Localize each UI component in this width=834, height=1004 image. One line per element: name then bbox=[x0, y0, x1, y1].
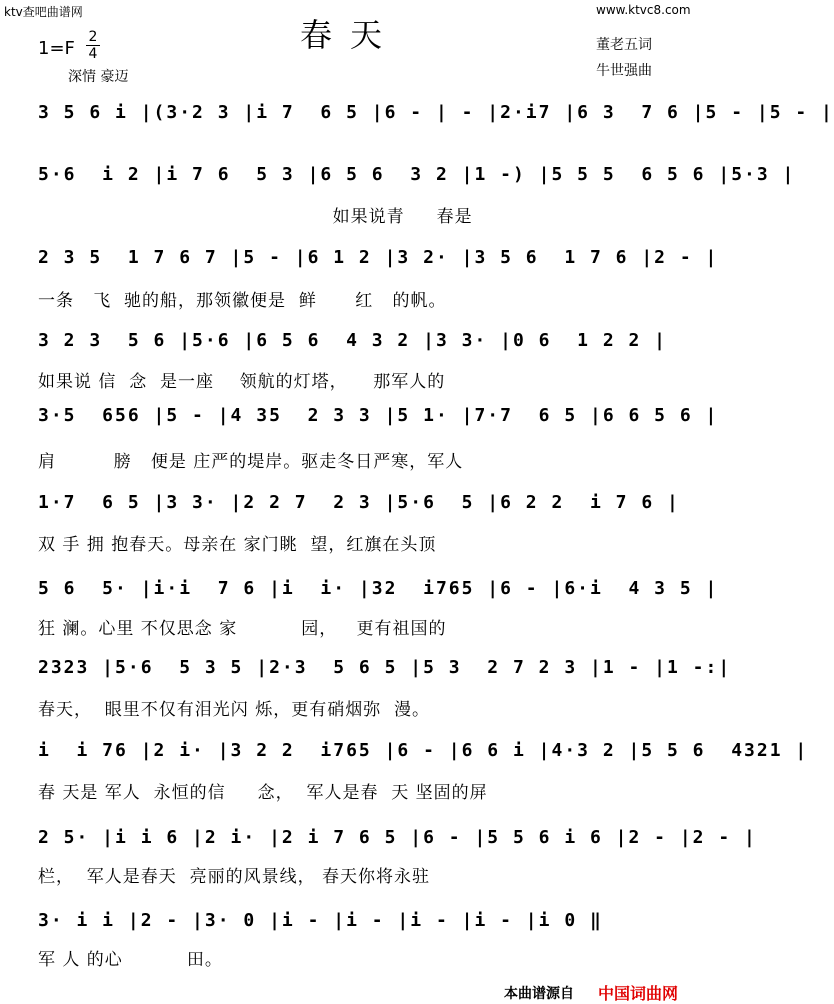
tempo-marking: 深情 豪迈 bbox=[68, 69, 129, 85]
notation-line-6: 1·7 6 5 |3 3· |2 2 7 2 3 |5·6 5 |6 2 2 i 7 6 | bbox=[38, 492, 680, 513]
source-label: 本曲谱源自 bbox=[504, 986, 574, 1002]
lyric-line-5: 肩 膀 便是 庄严的堤岸。驱走冬日严寒，军人 bbox=[38, 452, 464, 472]
lyric-line-7: 狂 澜。心里 不仅思念 家 园， 更有祖国的 bbox=[38, 619, 447, 639]
meter-top: 2 bbox=[88, 29, 98, 45]
meter-bottom: 4 bbox=[88, 46, 98, 62]
key-signature: 1=F bbox=[38, 38, 75, 59]
notation-line-2: 5·6 i 2 |i 7 6 5 3 |6 5 6 3 2 |1 -) |5 5 5 6 5 6 |5·3 | bbox=[38, 164, 796, 185]
time-signature bbox=[86, 30, 100, 61]
notation-line-4: 3 2 3 5 6 |5·6 |6 5 6 4 3 2 |3 3· |0 6 1 2 2 | bbox=[38, 330, 668, 351]
notation-line-11: 3· i i |2 - |3· 0 |i - |i - |i - |i - |i 0 ‖ bbox=[38, 910, 603, 931]
lyric-line-2: 如果说青 春是 bbox=[38, 207, 473, 227]
notation-line-7: 5 6 5· |i·i 7 6 |i i· |32 i765 |6 - |6·i 4 3 5 | bbox=[38, 578, 719, 599]
song-title: 春天 bbox=[300, 16, 401, 54]
watermark-left: ktv查吧曲谱网 bbox=[4, 5, 83, 19]
notation-line-1: 3 5 6 i |(3·2 3 |i 7 6 5 |6 - | - |2·i7 |6 3 7 6 |5 - |5 - | bbox=[38, 102, 834, 123]
notation-line-10: 2 5· |i i 6 |2 i· |2 i 7 6 5 |6 - |5 5 6 i 6 |2 - |2 - | bbox=[38, 827, 757, 848]
watermark-right: www.ktvc8.com bbox=[596, 3, 691, 17]
lyric-line-11: 军 人 的心 田。 bbox=[38, 950, 223, 970]
notation-line-5: 3·5 656 |5 - |4 35 2 3 3 |5 1· |7·7 6 5 |6 6 5 6 | bbox=[38, 405, 719, 426]
notation-line-3: 2 3 5 1 7 6 7 |5 - |6 1 2 |3 2· |3 5 6 1 7 6 |2 - | bbox=[38, 247, 719, 268]
notation-line-9: i i 76 |2 i· |3 2 2 i765 |6 - |6 6 i |4·3 2 |5 5 6 4321 | bbox=[38, 740, 809, 761]
lyric-line-10: 栏， 军人是春天 亮丽的风景线， 春天你将永驻 bbox=[38, 867, 431, 887]
lyric-line-9: 春 天是 军人 永恒的信 念， 军人是春 天 坚固的屏 bbox=[38, 783, 488, 803]
lyric-line-6: 双 手 拥 抱春天。母亲在 家门眺 望，红旗在头顶 bbox=[38, 535, 437, 555]
lyric-line-4: 如果说 信 念 是一座 领航的灯塔， 那军人的 bbox=[38, 372, 446, 392]
lyricist-credit: 董老五词 bbox=[596, 37, 652, 53]
source-site-link[interactable]: 中国词曲网 bbox=[598, 984, 679, 1003]
composer-credit: 牛世强曲 bbox=[596, 63, 652, 79]
lyric-line-8: 春天， 眼里不仅有泪光闪 烁，更有硝烟弥 漫。 bbox=[38, 700, 431, 720]
lyric-line-3: 一条 飞 驰的船，那领徽便是 鲜 红 的帆。 bbox=[38, 291, 447, 311]
notation-line-8: 2323 |5·6 5 3 5 |2·3 5 6 5 |5 3 2 7 2 3 |1 - |1 -:| bbox=[38, 657, 732, 678]
